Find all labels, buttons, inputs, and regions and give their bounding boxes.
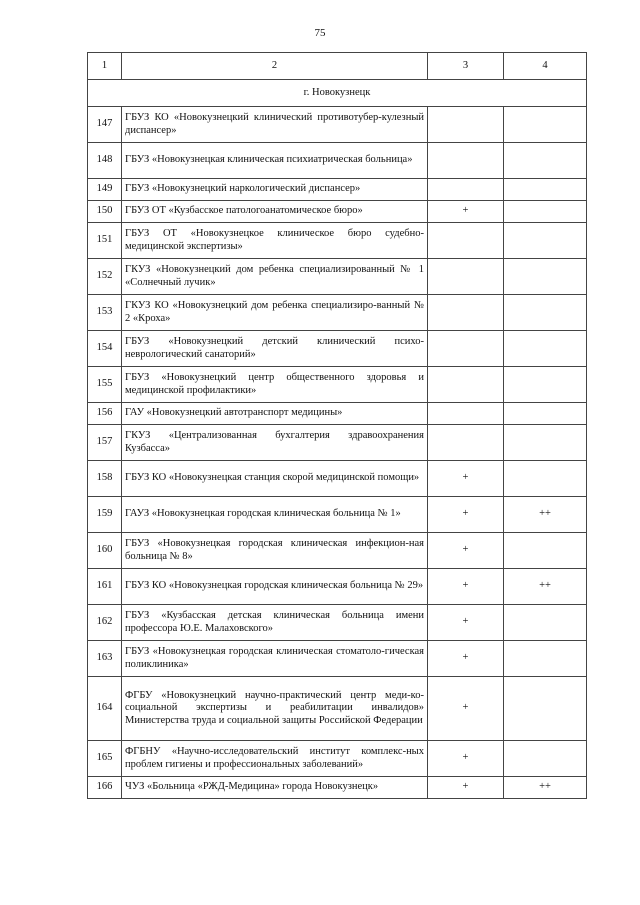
table-header-row [88, 53, 587, 80]
column-4-mark [504, 677, 587, 741]
table-row [88, 741, 587, 777]
institution-name: ГБУЗ «Кузбасская детская клиническая больница имени профессора Ю.Е. Малаховского» [122, 605, 428, 641]
row-number: 159 [88, 497, 122, 533]
column-4-mark: ++ [504, 497, 587, 533]
column-3-mark: + [428, 677, 504, 741]
institution-name: ГБУЗ «Новокузнецкая клиническая психиатрическая больница» [122, 143, 428, 179]
column-3-mark: + [428, 777, 504, 799]
institution-name: ГБУЗ «Новокузнецкий центр общественного здоровья и медицинской профилактики» [122, 367, 428, 403]
institution-name: ГАУ «Новокузнецкий автотранспорт медицины» [122, 403, 428, 425]
institution-name: ЧУЗ «Больница «РЖД-Медицина» города Новокузнецк» [122, 777, 428, 799]
table-row [88, 107, 587, 143]
row-number: 162 [88, 605, 122, 641]
column-4-mark [504, 107, 587, 143]
table-row [88, 569, 587, 605]
column-3-mark: + [428, 641, 504, 677]
row-number: 153 [88, 295, 122, 331]
page-number: 75 [314, 27, 326, 39]
institution-name: ГБУЗ КО «Новокузнецкая городская клиническая больница № 29» [122, 569, 428, 605]
table-row [88, 533, 587, 569]
table-row [88, 367, 587, 403]
column-3-mark [428, 179, 504, 201]
column-3-mark [428, 367, 504, 403]
table-row [88, 403, 587, 425]
row-number: 163 [88, 641, 122, 677]
institution-name: ГБУЗ «Новокузнецкая городская клиническая инфекцион-ная больница № 8» [122, 533, 428, 569]
column-3-mark [428, 143, 504, 179]
column-3-mark: + [428, 497, 504, 533]
table-row [88, 777, 587, 799]
column-3-mark: + [428, 605, 504, 641]
row-number: 161 [88, 569, 122, 605]
institution-name: ГБУЗ «Новокузнецкая городская клиническая стоматоло-гическая поликлиника» [122, 641, 428, 677]
row-number: 165 [88, 741, 122, 777]
column-4-mark [504, 605, 587, 641]
column-3-mark [428, 107, 504, 143]
row-number: 166 [88, 777, 122, 799]
column-3-mark [428, 425, 504, 461]
column-3-mark: + [428, 533, 504, 569]
column-3-mark: + [428, 569, 504, 605]
table-row [88, 605, 587, 641]
column-3-mark [428, 403, 504, 425]
column-3-mark: + [428, 461, 504, 497]
institution-name: ГКУЗ «Централизованная бухгалтерия здравоохранения Кузбасса» [122, 425, 428, 461]
column-4-mark [504, 295, 587, 331]
column-4-mark [504, 533, 587, 569]
table-row [88, 497, 587, 533]
column-3-mark [428, 259, 504, 295]
institution-name: ГБУЗ КО «Новокузнецкий клинический противотубер-кулезный диспансер» [122, 107, 428, 143]
row-number: 155 [88, 367, 122, 403]
table-row [88, 331, 587, 367]
column-3-mark [428, 295, 504, 331]
column-4-mark [504, 331, 587, 367]
table-row [88, 201, 587, 223]
institution-name: ГБУЗ ОТ «Новокузнецкое клиническое бюро судебно-медицинской экспертизы» [122, 223, 428, 259]
row-number: 154 [88, 331, 122, 367]
column-3-mark [428, 223, 504, 259]
column-4-mark [504, 741, 587, 777]
table-row [88, 179, 587, 201]
column-4-mark [504, 403, 587, 425]
row-number: 148 [88, 143, 122, 179]
table-row [88, 259, 587, 295]
header-cell: 1 [88, 53, 122, 80]
column-3-mark: + [428, 741, 504, 777]
column-4-mark [504, 425, 587, 461]
table-row [88, 143, 587, 179]
column-4-mark [504, 461, 587, 497]
column-4-mark: ++ [504, 569, 587, 605]
table-row [88, 295, 587, 331]
institution-name: ГБУЗ «Новокузнецкий детский клинический психо-неврологический санаторий» [122, 331, 428, 367]
city-row [88, 80, 587, 107]
row-number: 164 [88, 677, 122, 741]
row-number: 147 [88, 107, 122, 143]
row-number: 156 [88, 403, 122, 425]
row-number: 160 [88, 533, 122, 569]
column-4-mark [504, 223, 587, 259]
row-number: 151 [88, 223, 122, 259]
header-cell: 2 [122, 53, 428, 80]
city-name: г. Новокузнецк [88, 80, 587, 107]
row-number: 158 [88, 461, 122, 497]
table-row [88, 677, 587, 741]
institution-name: ГКУЗ КО «Новокузнецкий дом ребенка специализиро-ванный № 2 «Кроха» [122, 295, 428, 331]
column-4-mark: ++ [504, 777, 587, 799]
column-4-mark [504, 641, 587, 677]
column-3-mark: + [428, 201, 504, 223]
institution-name: ГБУЗ «Новокузнецкий наркологический диспансер» [122, 179, 428, 201]
row-number: 157 [88, 425, 122, 461]
table-row [88, 223, 587, 259]
column-4-mark [504, 143, 587, 179]
column-4-mark [504, 179, 587, 201]
column-4-mark [504, 201, 587, 223]
header-cell: 3 [428, 53, 504, 80]
table-row [88, 641, 587, 677]
column-4-mark [504, 367, 587, 403]
row-number: 149 [88, 179, 122, 201]
institution-name: ГАУЗ «Новокузнецкая городская клиническая больница № 1» [122, 497, 428, 533]
column-3-mark [428, 331, 504, 367]
table-row [88, 425, 587, 461]
institution-name: ФГБНУ «Научно-исследовательский институт комплекс-ных проблем гигиены и профессиональных заболеваний» [122, 741, 428, 777]
header-cell: 4 [504, 53, 587, 80]
row-number: 152 [88, 259, 122, 295]
row-number: 150 [88, 201, 122, 223]
data-table [87, 52, 587, 799]
column-4-mark [504, 259, 587, 295]
institution-name: ГБУЗ ОТ «Кузбасское патологоанатомическое бюро» [122, 201, 428, 223]
institution-name: ФГБУ «Новокузнецкий научно-практический центр меди-ко-социальной экспертизы и реабилитации инвалидов» Министерства труда и социальной защиты Российской Федерации [122, 677, 428, 741]
institution-name: ГКУЗ «Новокузнецкий дом ребенка специализированный № 1 «Солнечный лучик» [122, 259, 428, 295]
institution-name: ГБУЗ КО «Новокузнецкая станция скорой медицинской помощи» [122, 461, 428, 497]
table-row [88, 461, 587, 497]
